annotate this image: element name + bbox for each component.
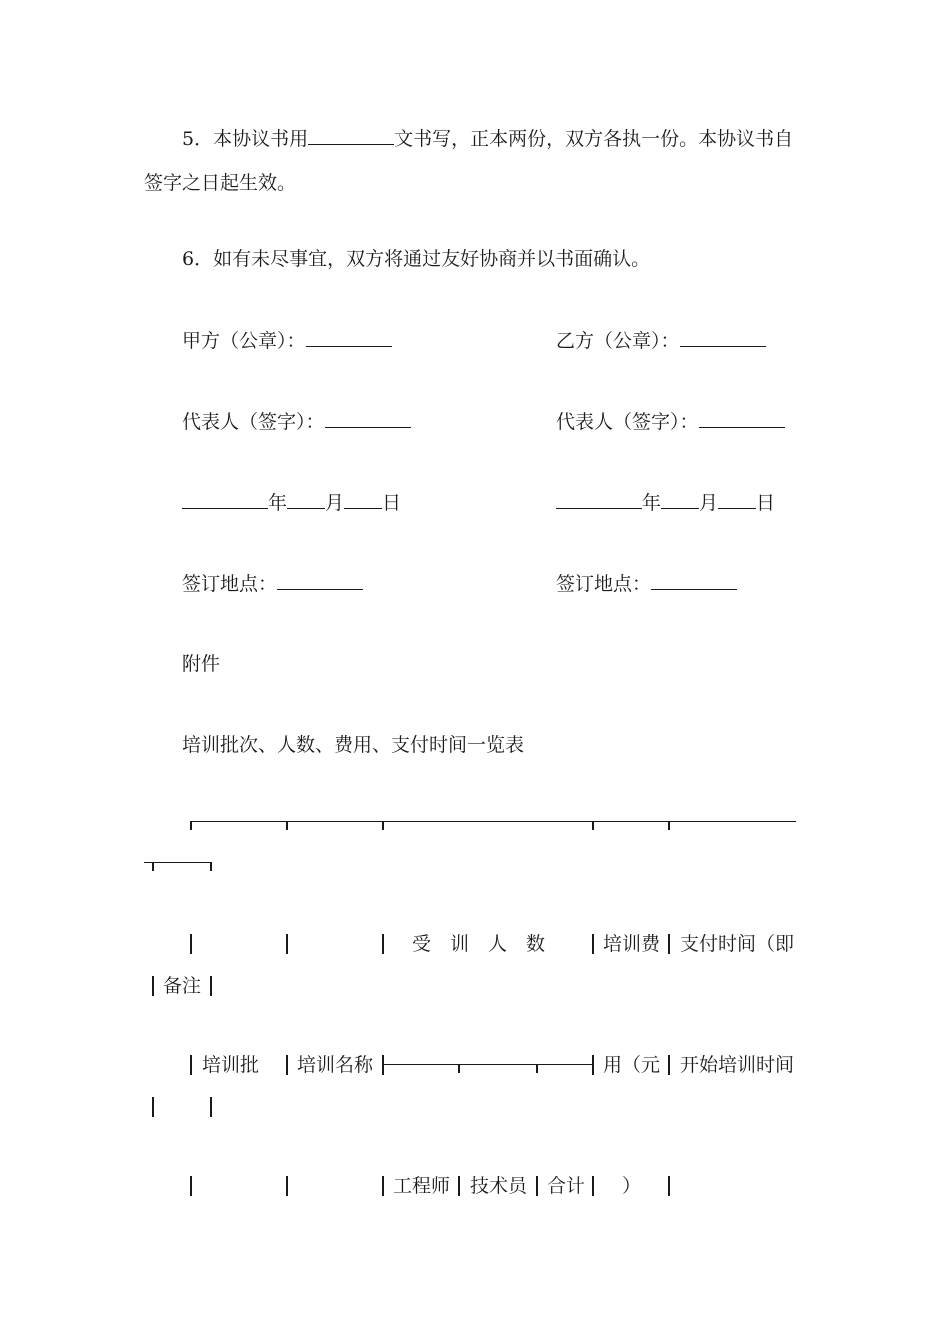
signing-place-a-label: 签订地点： (182, 573, 278, 595)
header-training-fee: 培训费 (603, 933, 661, 955)
signing-place-a (182, 571, 363, 596)
table-top-tick (668, 821, 670, 830)
party-a-seal-label: 甲方（公章）： (182, 330, 306, 352)
header-fee-unit: 用（元 (603, 1054, 661, 1076)
table-column-bar (210, 976, 212, 996)
date-b-year: 年 (642, 492, 662, 514)
trainee-subheader-rule (384, 1064, 592, 1065)
table-top-tick (592, 821, 594, 830)
clause-6 (182, 247, 650, 271)
trainee-subheader-tick (536, 1064, 538, 1073)
table-column-bar (382, 934, 384, 954)
date-a-day-blank (344, 490, 382, 509)
table-column-bar (286, 934, 288, 954)
header-training-name: 培训名称 (297, 1054, 374, 1076)
header-training-batch: 培训批 (202, 1054, 260, 1076)
table-column-bar (592, 934, 594, 954)
subheader-engineer: 工程师 (393, 1175, 451, 1197)
header-payment-time: 支付时间（即 (680, 933, 795, 955)
signing-place-a-blank (277, 571, 363, 590)
clause-5-text-b: 文书写，正本两份，双方各执一份。本协议书自 (394, 128, 794, 150)
party-b-seal-label: 乙方（公章）： (556, 330, 680, 352)
table-column-bar (190, 934, 192, 954)
signing-place-b-blank (651, 571, 737, 590)
table-column-bar (382, 1176, 384, 1196)
date-b-month: 月 (699, 492, 719, 514)
table-column-bar (536, 1176, 538, 1196)
table-column-bar (286, 1055, 288, 1075)
date-a-year-blank (182, 490, 268, 509)
representative-b-blank (699, 409, 785, 428)
table-column-bar (190, 1055, 192, 1075)
header-trainee-count: 受 训 人 数 (412, 933, 546, 955)
header-training-start-time: 开始培训时间 (680, 1054, 795, 1076)
table-column-bar (382, 1055, 384, 1075)
attachment-label: 附件 (182, 653, 221, 675)
table-top-tick (190, 821, 192, 830)
table-column-bar (592, 1176, 594, 1196)
clause-6-number: 6． (182, 248, 214, 270)
table-column-bar (190, 1176, 192, 1196)
date-a-year: 年 (268, 492, 288, 514)
clause-5-line-1 (182, 126, 793, 151)
table-column-bar (152, 976, 154, 996)
table-column-bar (210, 1097, 212, 1117)
table-top-border (190, 821, 796, 822)
signing-place-b-label: 签订地点： (556, 573, 652, 595)
language-blank (308, 126, 394, 145)
party-b-seal (556, 328, 766, 353)
clause-5-text-a: 本协议书用 (213, 128, 309, 150)
date-b-day-blank (718, 490, 756, 509)
representative-a-label: 代表人（签字）： (182, 411, 325, 433)
attachment-title: 培训批次、人数、费用、支付时间一览表 (182, 734, 525, 756)
date-b-month-blank (661, 490, 699, 509)
table-top-tick (152, 862, 154, 871)
clause-6-text: 如有未尽事宜，双方将通过友好协商并以书面确认。 (213, 248, 651, 270)
party-a-seal (182, 328, 392, 353)
date-a-month-blank (287, 490, 325, 509)
header-remark: 备注 (163, 975, 202, 997)
fee-unit-close: ） (622, 1175, 642, 1197)
date-b-day: 日 (756, 492, 776, 514)
party-a-seal-blank (306, 328, 392, 347)
signing-place-b (556, 571, 737, 596)
table-column-bar (668, 1055, 670, 1075)
party-b-seal-blank (680, 328, 766, 347)
date-a (182, 490, 401, 515)
table-column-bar (592, 1055, 594, 1075)
table-top-border-wrap (144, 862, 212, 863)
table-column-bar (152, 1097, 154, 1117)
subheader-total: 合计 (547, 1175, 586, 1197)
representative-a-blank (325, 409, 411, 428)
subheader-technician: 技术员 (470, 1175, 528, 1197)
representative-a (182, 409, 411, 434)
table-column-bar (668, 1176, 670, 1196)
clause-5-number: 5． (182, 128, 214, 150)
table-column-bar (286, 1176, 288, 1196)
date-b (556, 490, 775, 515)
date-a-day: 日 (382, 492, 402, 514)
table-column-bar (458, 1176, 460, 1196)
clause-5-line-2: 签字之日起生效。 (144, 172, 297, 194)
table-column-bar (668, 934, 670, 954)
representative-b-label: 代表人（签字）： (556, 411, 699, 433)
table-top-tick (286, 821, 288, 830)
date-b-year-blank (556, 490, 642, 509)
table-top-tick (382, 821, 384, 830)
trainee-subheader-tick (458, 1064, 460, 1073)
date-a-month: 月 (325, 492, 345, 514)
table-top-tick (210, 862, 212, 871)
representative-b (556, 409, 785, 434)
